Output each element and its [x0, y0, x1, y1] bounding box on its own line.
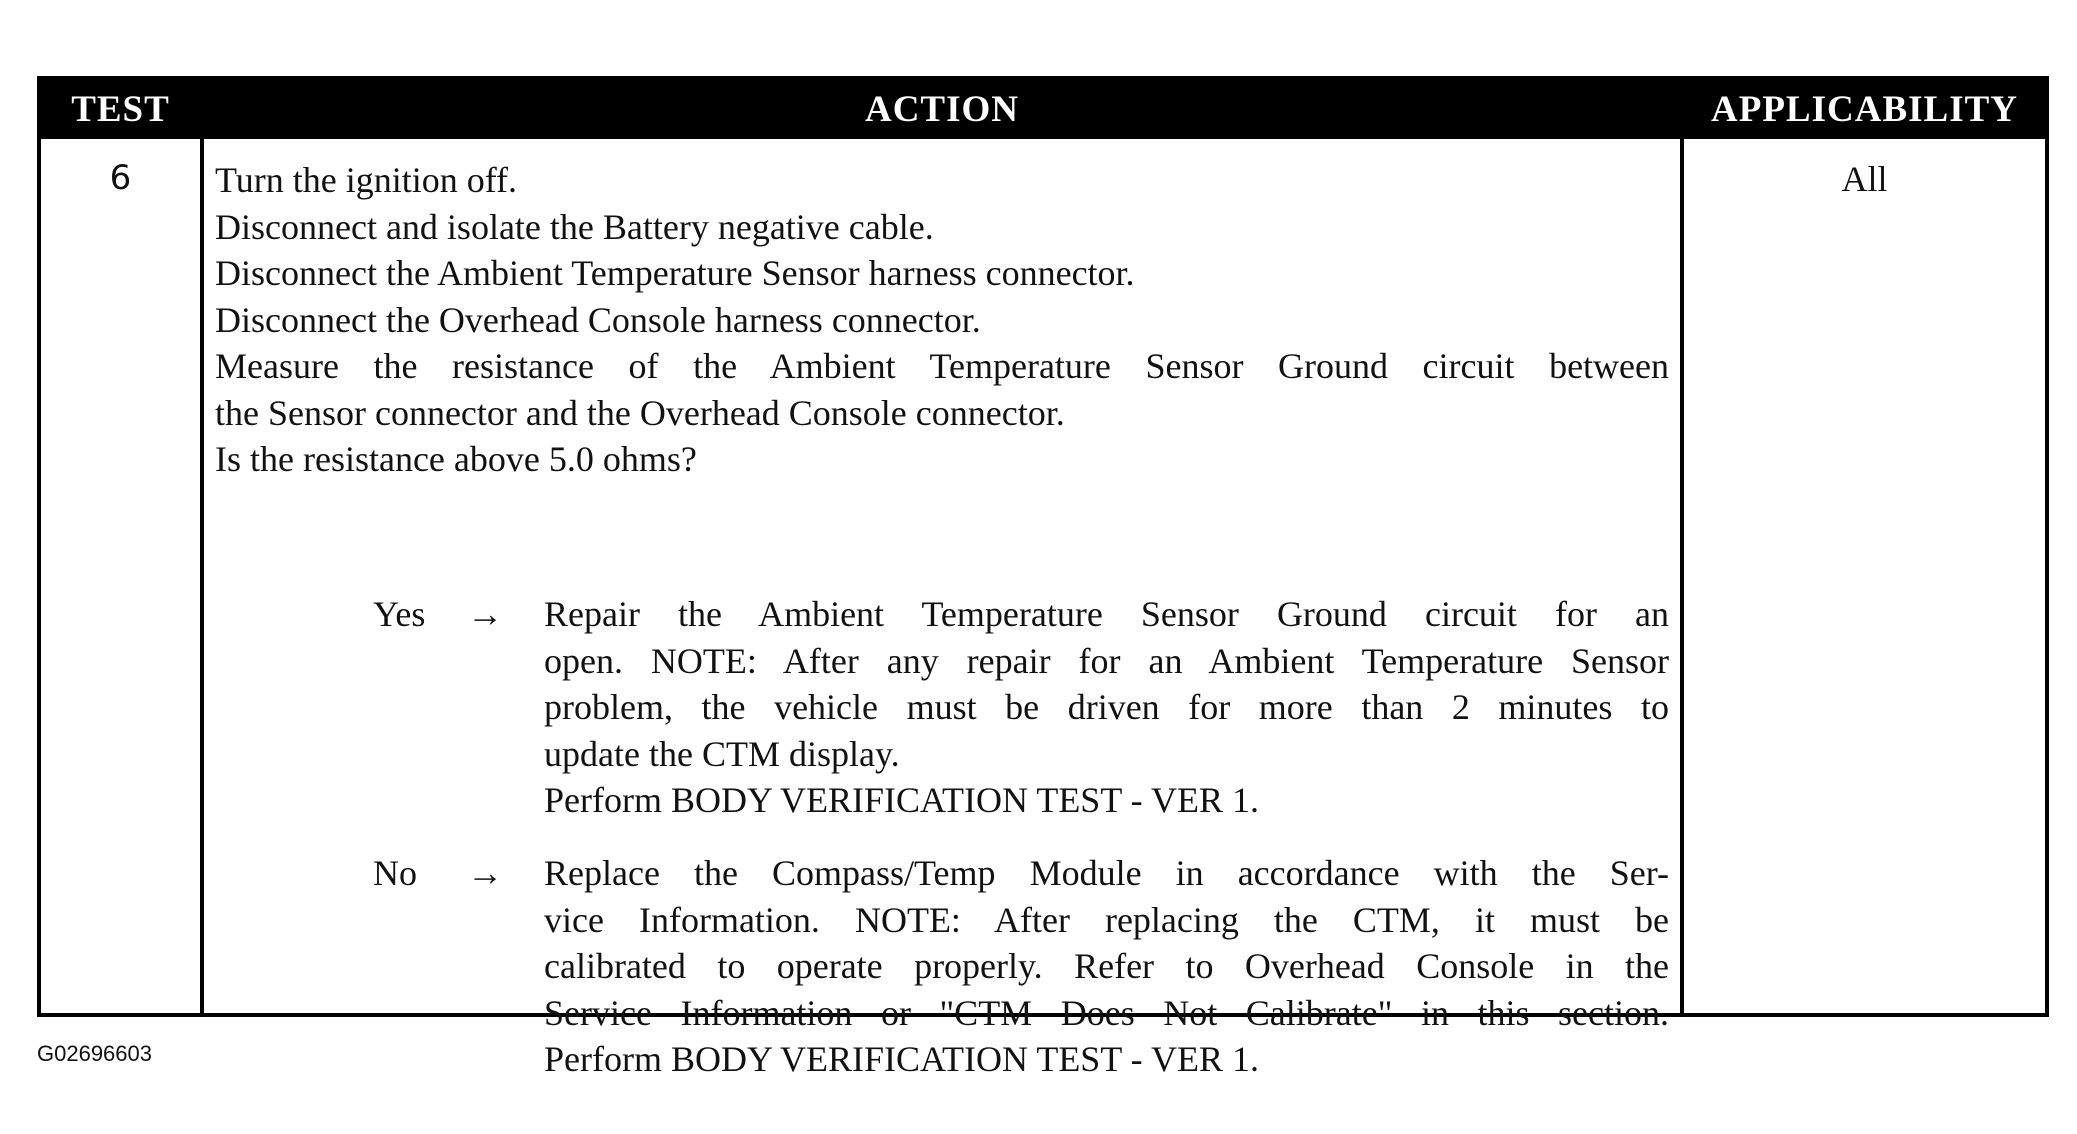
applicability-cell: All [1841, 159, 1888, 199]
yes-result-line: problem, the vehicle must be driven for more than 2 minutes to [544, 687, 1669, 727]
yes-label: Yes [373, 594, 426, 634]
action-line: Disconnect the Ambient Temperature Sensor harness connector. [215, 253, 1135, 293]
table-header-row [41, 80, 2045, 139]
action-line: Measure the resistance of the Ambient Temperature Sensor Ground circuit between [215, 346, 1669, 386]
right-arrow-icon: → [467, 853, 503, 893]
column-divider-test-action [200, 139, 204, 1013]
no-result-text [544, 850, 1669, 1083]
figure-id-caption: G02696603 [37, 1041, 152, 1066]
yes-result-line: update the CTM display. [544, 733, 900, 774]
no-result-line: Replace the Compass/Temp Module in accordance with the Ser- [544, 853, 1669, 893]
column-divider-action-applicability [1680, 139, 1684, 1013]
header-action: ACTION [864, 89, 1020, 130]
no-result-line: calibrated to operate properly. Refer to Overhead Console in the [544, 946, 1669, 986]
yes-result-line: Repair the Ambient Temperature Sensor Ground circuit for an [544, 594, 1669, 634]
no-result-line: vice Information. NOTE: After replacing the CTM, it must be [544, 899, 1669, 940]
action-line: Disconnect the Overhead Console harness connector. [215, 299, 981, 340]
action-line: Turn the ignition off. [215, 160, 518, 200]
yes-result-text [544, 591, 1669, 824]
no-result-line: Service Information or "CTM Does Not Calibrate" in this section. [544, 992, 1669, 1033]
test-number-cell: 6 [109, 158, 132, 198]
header-applicability: APPLICABILITY [1711, 89, 2018, 130]
action-line: Is the resistance above 5.0 ohms? [215, 439, 697, 479]
yes-result-line: Perform BODY VERIFICATION TEST - VER 1. [544, 780, 1260, 820]
action-line: the Sensor connector and the Overhead Console connector. [215, 392, 1065, 433]
no-result-line: Perform BODY VERIFICATION TEST - VER 1. [544, 1039, 1260, 1079]
action-line: Disconnect and isolate the Battery negative cable. [215, 206, 934, 247]
yes-result-line: open. NOTE: After any repair for an Ambient Temperature Sensor [544, 640, 1669, 681]
action-cell [215, 157, 1669, 1079]
right-arrow-icon: → [467, 594, 503, 634]
no-label: No [373, 853, 417, 893]
header-test: TEST [71, 89, 170, 130]
